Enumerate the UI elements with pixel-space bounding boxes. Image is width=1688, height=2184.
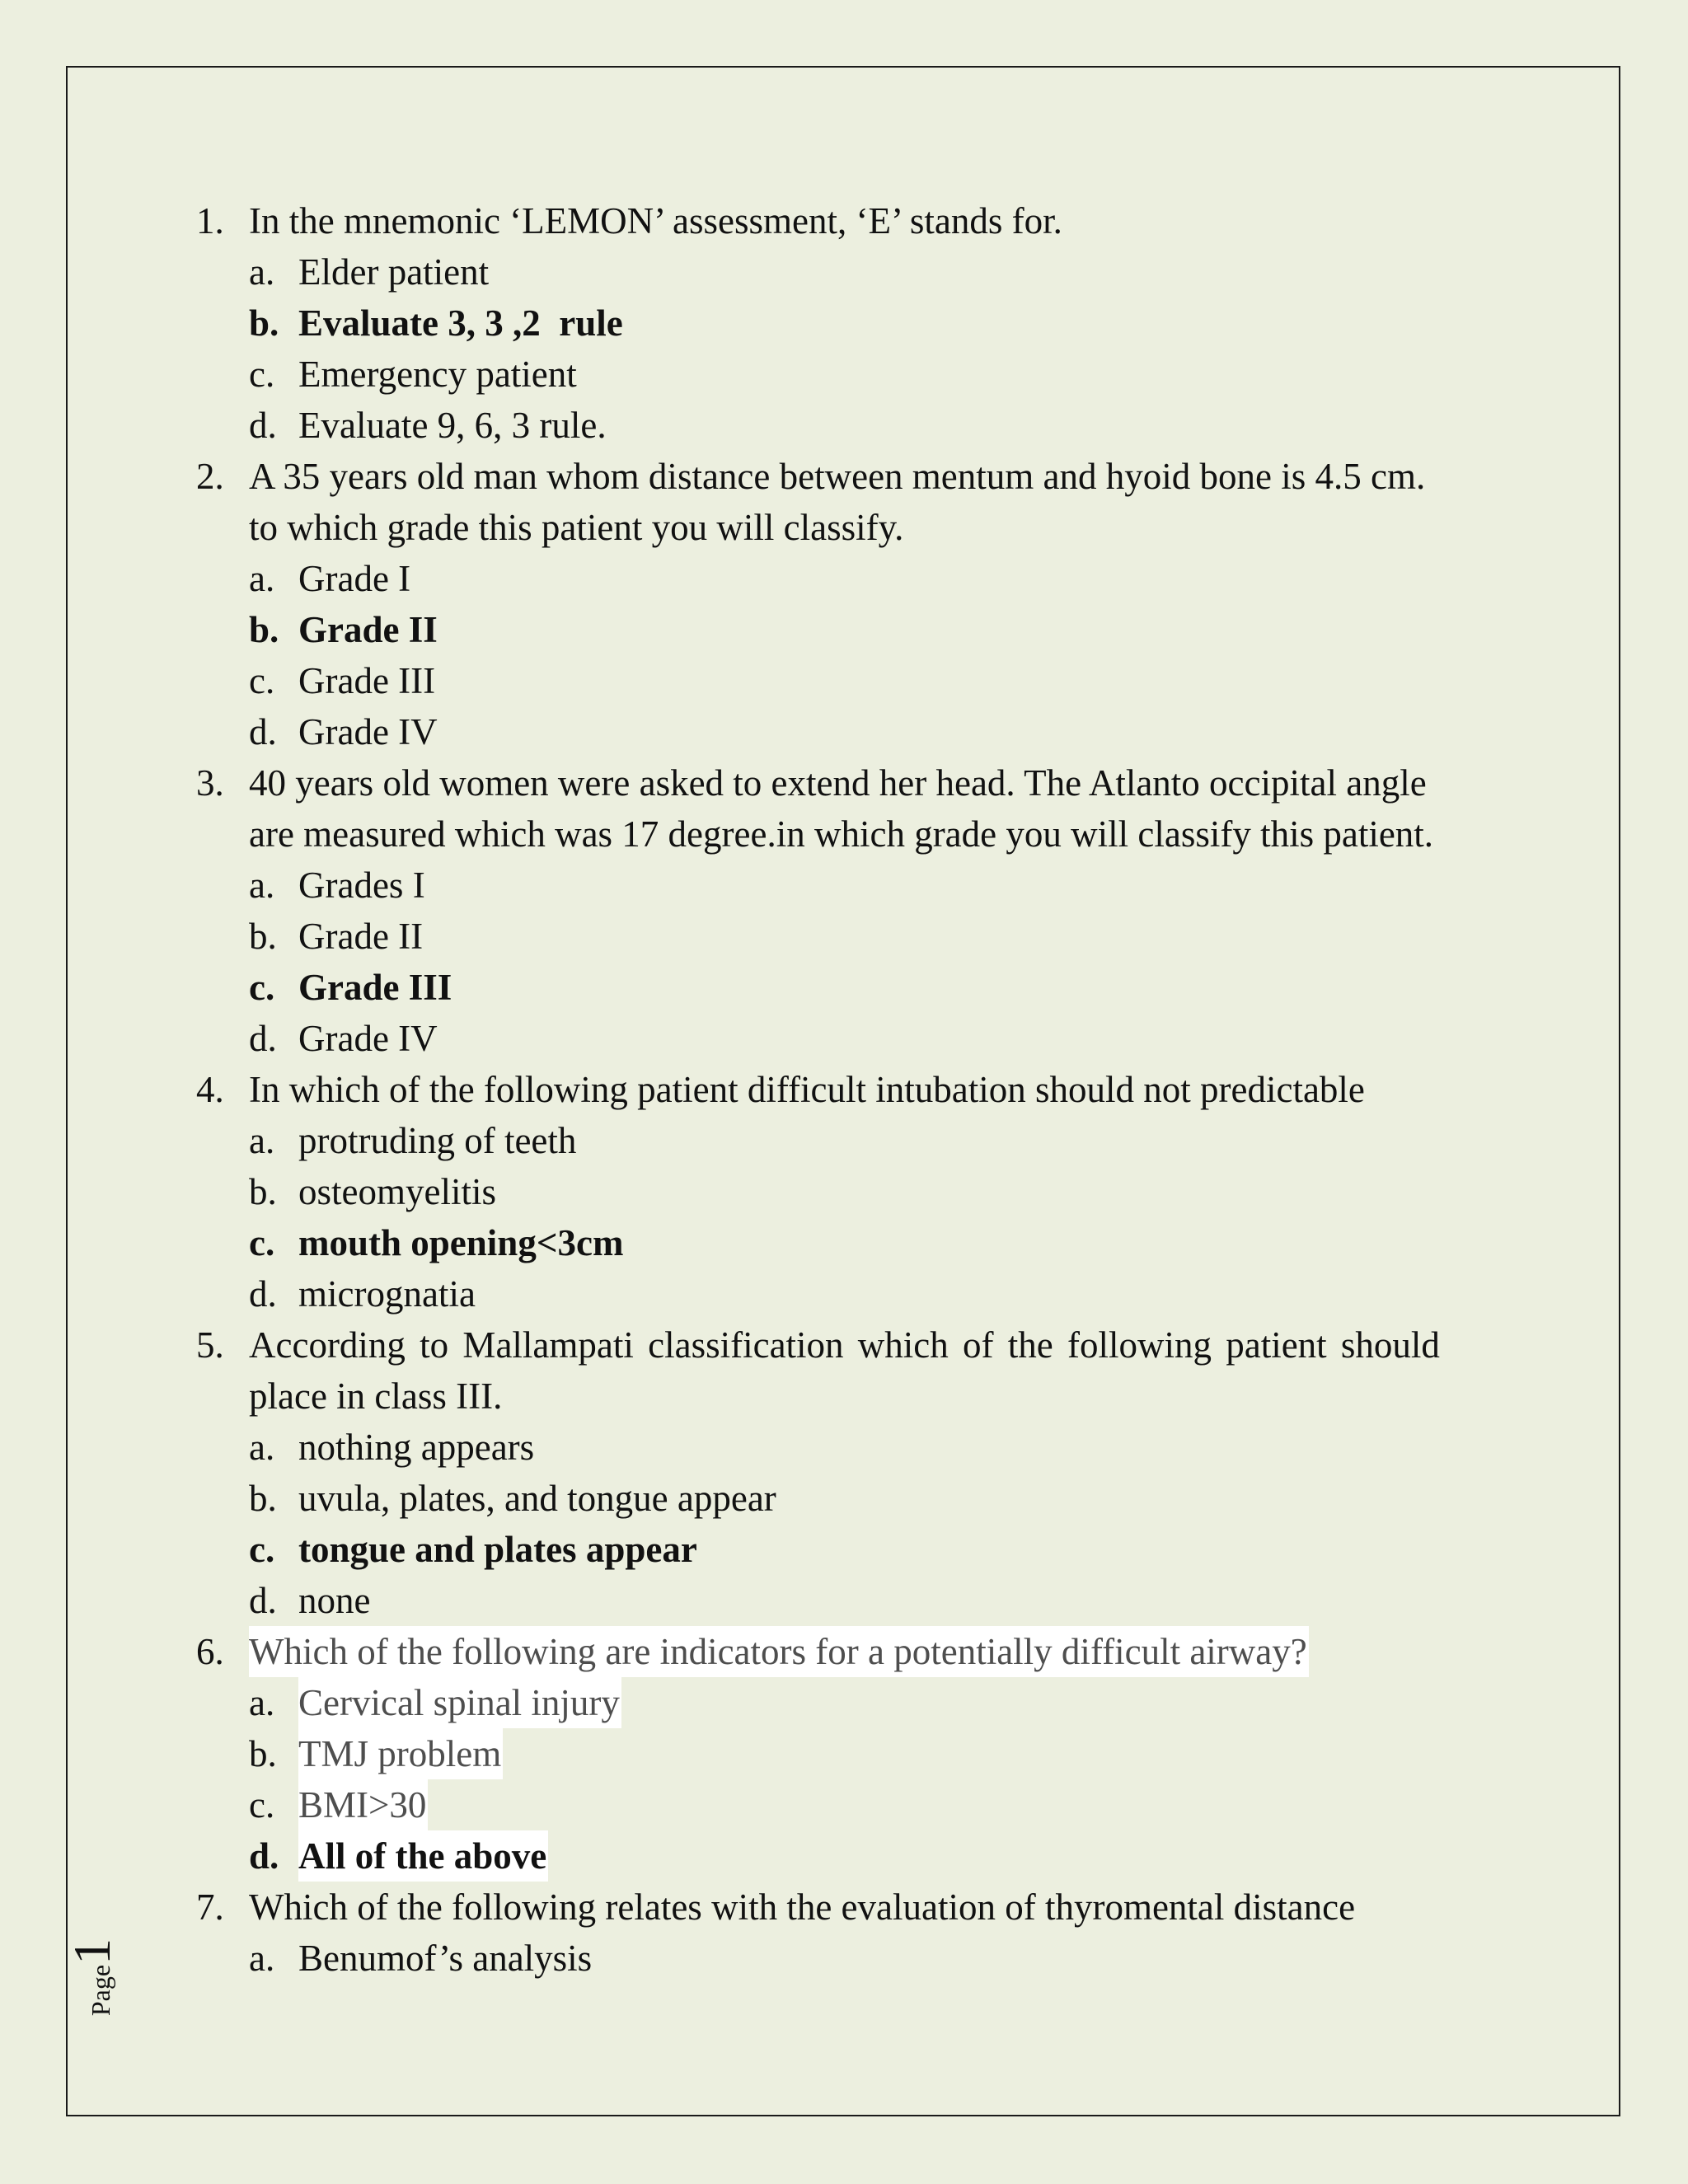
option-letter: d. <box>249 1018 277 1059</box>
option-letter: b. <box>249 1478 277 1519</box>
option-4b <box>196 1166 1492 1217</box>
option-5b <box>196 1473 1492 1524</box>
option-letter: a. <box>249 558 275 599</box>
question-6 <box>196 1626 1492 1677</box>
question-text: Which of the following are indicators for a potentially difficult airway? <box>249 1626 1309 1677</box>
option-text: Grade III <box>298 660 436 701</box>
question-3-continued <box>196 808 1492 860</box>
question-text: In which of the following patient difficult intubation should not predictable <box>249 1069 1365 1110</box>
question-text: 40 years old women were asked to extend her head. The Atlanto occipital angle <box>249 762 1427 804</box>
page-number: 1 <box>63 1938 121 1965</box>
option-3d <box>196 1013 1492 1064</box>
option-7a <box>196 1933 1492 1984</box>
option-6d-correct <box>196 1830 1492 1882</box>
option-text: TMJ problem <box>298 1728 503 1779</box>
option-letter: a. <box>249 251 275 293</box>
option-4c-correct <box>196 1217 1492 1268</box>
option-letter: d. <box>249 711 277 752</box>
option-text: Grade III <box>298 967 452 1008</box>
option-text: Grade I <box>298 558 411 599</box>
question-number: 6. <box>196 1631 224 1672</box>
question-number: 4. <box>196 1069 224 1110</box>
question-number: 2. <box>196 456 224 497</box>
option-1b-correct <box>196 298 1492 349</box>
option-letter: b. <box>249 609 279 650</box>
option-letter: d. <box>249 1835 279 1877</box>
question-1 <box>196 195 1492 246</box>
option-letter: c. <box>249 1529 275 1570</box>
question-text-continued: to which grade this patient you will classify. <box>249 507 904 548</box>
question-2 <box>196 451 1492 502</box>
option-6b <box>196 1728 1492 1779</box>
option-5d <box>196 1575 1492 1626</box>
option-letter: a. <box>249 1120 275 1161</box>
option-2d <box>196 706 1492 757</box>
option-1c <box>196 349 1492 400</box>
option-5c-correct <box>196 1524 1492 1575</box>
option-1d <box>196 400 1492 451</box>
option-2c <box>196 655 1492 706</box>
question-text: According to Mallampati classification which of the following patient should <box>249 1324 1440 1366</box>
option-letter: b. <box>249 1171 277 1212</box>
option-text: none <box>298 1580 371 1621</box>
option-text: Grade IV <box>298 711 438 752</box>
question-text: Which of the following relates with the evaluation of thyromental distance <box>249 1886 1356 1928</box>
option-text: nothing appears <box>298 1427 535 1468</box>
option-text: Benumof’s analysis <box>298 1938 593 1979</box>
option-text: Cervical spinal injury <box>298 1677 621 1728</box>
option-letter: c. <box>249 354 275 395</box>
option-letter: b. <box>249 916 277 957</box>
option-text: Grade II <box>298 916 424 957</box>
option-text: Emergency patient <box>298 354 577 395</box>
page-word: Page <box>86 1964 115 2017</box>
question-text-continued: place in class III. <box>249 1376 503 1417</box>
option-letter: d. <box>249 405 277 446</box>
option-text: All of the above <box>298 1830 548 1882</box>
option-4a <box>196 1115 1492 1166</box>
option-letter: c. <box>249 967 275 1008</box>
option-letter: c. <box>249 1222 275 1263</box>
question-number: 7. <box>196 1886 224 1928</box>
option-text: Grades I <box>298 865 425 906</box>
option-3a <box>196 860 1492 911</box>
option-letter: b. <box>249 1733 277 1774</box>
question-2-continued <box>196 502 1492 553</box>
question-text-continued: are measured which was 17 degree.in which grade you will classify this patient. <box>249 813 1434 855</box>
option-5a <box>196 1422 1492 1473</box>
question-5-continued <box>196 1371 1492 1422</box>
question-list <box>196 195 1492 1984</box>
question-number: 1. <box>196 200 224 241</box>
option-text: protruding of teeth <box>298 1120 577 1161</box>
option-2b-correct <box>196 604 1492 655</box>
option-letter: b. <box>249 302 279 344</box>
option-6c <box>196 1779 1492 1830</box>
question-number: 3. <box>196 762 224 804</box>
question-4 <box>196 1064 1492 1115</box>
question-text: In the mnemonic ‘LEMON’ assessment, ‘E’ stands for. <box>249 200 1062 241</box>
option-text: Elder patient <box>298 251 490 293</box>
option-letter: c. <box>249 1784 275 1825</box>
question-text: A 35 years old man whom distance between mentum and hyoid bone is 4.5 cm. <box>249 456 1426 497</box>
question-7 <box>196 1882 1492 1933</box>
question-5 <box>196 1319 1492 1371</box>
option-text: Grade II <box>298 609 438 650</box>
option-text: mouth opening<3cm <box>298 1222 624 1263</box>
option-4d <box>196 1268 1492 1319</box>
option-letter: d. <box>249 1580 277 1621</box>
option-2a <box>196 553 1492 604</box>
option-text: osteomyelitis <box>298 1171 496 1212</box>
option-letter: c. <box>249 660 275 701</box>
option-letter: a. <box>249 1938 275 1979</box>
option-text: uvula, plates, and tongue appear <box>298 1478 776 1519</box>
option-text: Evaluate 3, 3 ,2 rule <box>298 302 623 344</box>
option-3b <box>196 911 1492 962</box>
question-number: 5. <box>196 1324 224 1366</box>
option-letter: d. <box>249 1273 277 1315</box>
question-3 <box>196 757 1492 808</box>
option-text: BMI>30 <box>298 1779 428 1830</box>
option-6a <box>196 1677 1492 1728</box>
option-text: micrognatia <box>298 1273 476 1315</box>
option-letter: a. <box>249 1427 275 1468</box>
option-letter: a. <box>249 1682 275 1723</box>
option-text: Grade IV <box>298 1018 438 1059</box>
option-3c-correct <box>196 962 1492 1013</box>
option-text: Evaluate 9, 6, 3 rule. <box>298 405 607 446</box>
option-1a <box>196 246 1492 298</box>
option-letter: a. <box>249 865 275 906</box>
option-text: tongue and plates appear <box>298 1529 697 1570</box>
